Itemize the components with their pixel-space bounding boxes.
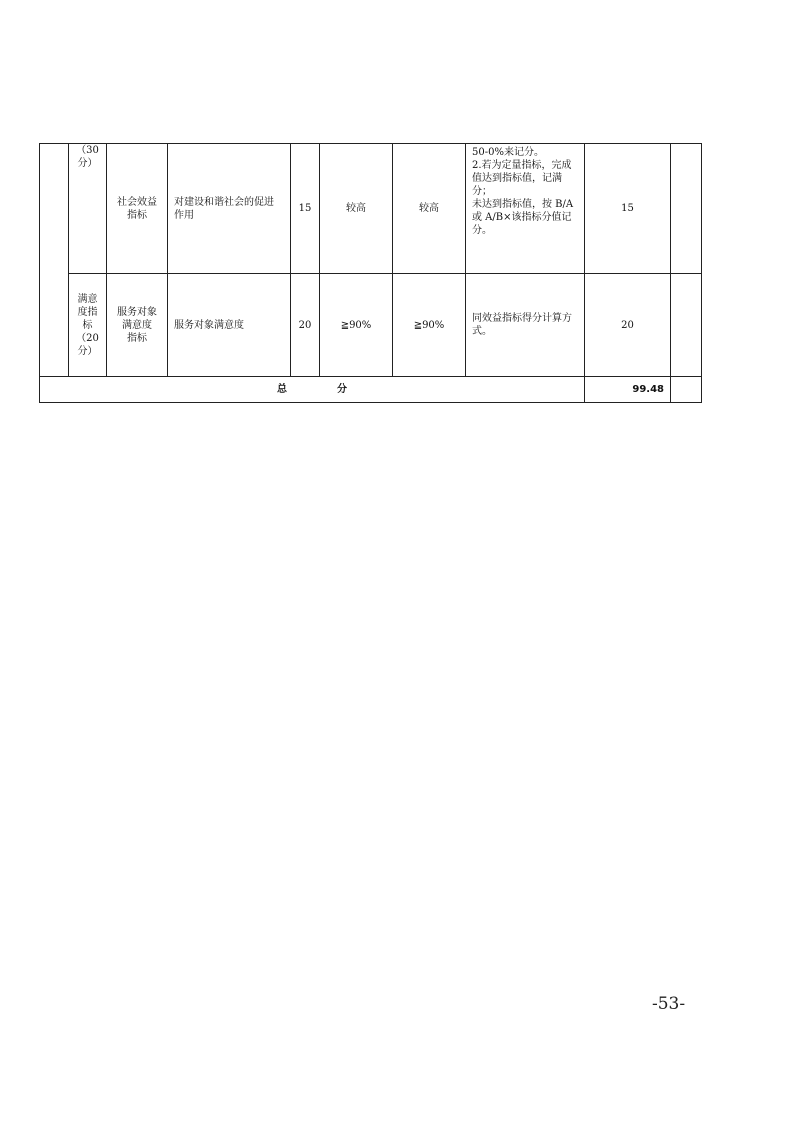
- scoring-method-cell: 同效益指标得分计算方 式。: [466, 274, 585, 377]
- total-score-cell: 99.48: [585, 377, 671, 403]
- table-row-total: [40, 377, 702, 403]
- total-label-b: 分: [337, 384, 347, 395]
- indicator-cell: 对建设和谐社会的促进 作用: [168, 144, 291, 274]
- first-level-indicator-cell: [40, 144, 69, 377]
- note-cell: [671, 274, 702, 377]
- total-label-a: 总: [277, 384, 287, 395]
- score-cell: 20: [585, 274, 671, 377]
- category-cell: （30 分）: [69, 144, 107, 274]
- page-number: -53-: [652, 994, 686, 1014]
- actual-value-cell: ≧90%: [393, 274, 466, 377]
- subcategory-cell: 服务对象 满意度 指标: [107, 274, 168, 377]
- weight-cell: 20: [291, 274, 320, 377]
- target-value-cell: ≧90%: [320, 274, 393, 377]
- note-cell: [671, 144, 702, 274]
- total-note-cell: [671, 377, 702, 403]
- score-cell: 15: [585, 144, 671, 274]
- table-row-satisfaction: [40, 274, 702, 377]
- table-row-social-benefit: [40, 144, 702, 274]
- weight-cell: 15: [291, 144, 320, 274]
- indicator-cell: 服务对象满意度: [168, 274, 291, 377]
- target-value-cell: 较高: [320, 144, 393, 274]
- category-cell: 满意 度指 标 （20 分）: [69, 274, 107, 377]
- scoring-method-cell: 50-0%来记分。 2.若为定量指标，完成 值达到指标值，记满分； 未达到指标值，按 B/A 或 A/B×该指标分值记 分。: [466, 144, 585, 274]
- actual-value-cell: 较高: [393, 144, 466, 274]
- total-label-cell: [40, 377, 585, 403]
- performance-table: [39, 143, 702, 403]
- subcategory-cell: 社会效益 指标: [107, 144, 168, 274]
